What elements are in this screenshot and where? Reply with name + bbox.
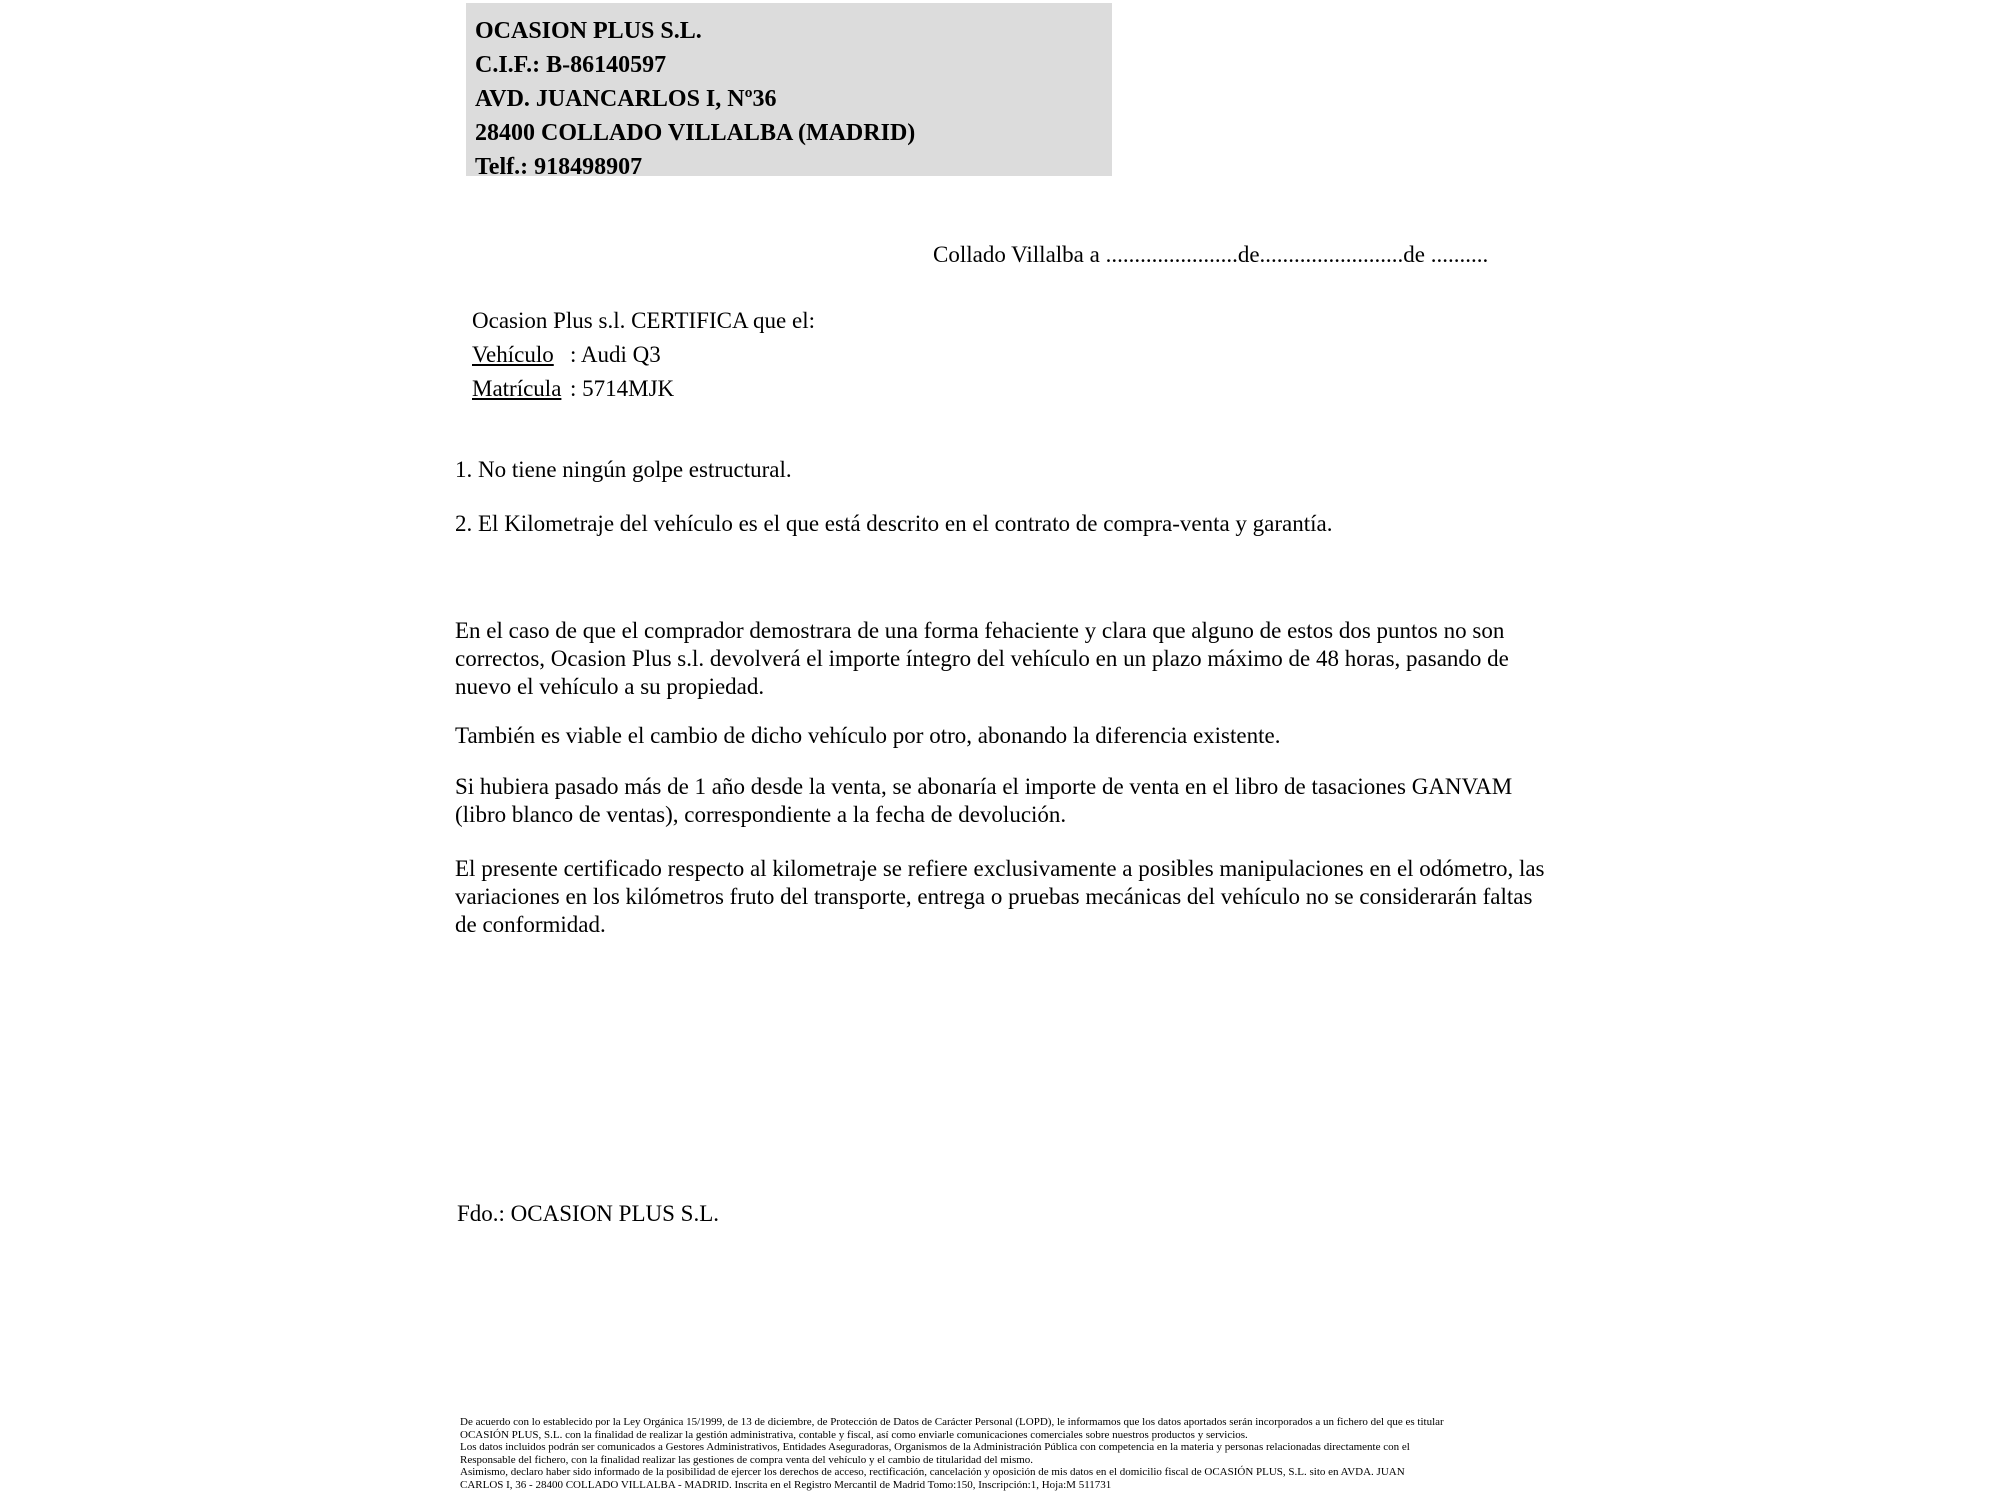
company-cif: C.I.F.: B-86140597 xyxy=(475,52,667,78)
vehicle-value: : Audi Q3 xyxy=(570,342,661,367)
vehicle-label-cell xyxy=(472,338,570,372)
company-city: 28400 COLLADO VILLALBA (MADRID) xyxy=(475,120,916,146)
date-line: Collado Villalba a .......................de.........................de .......... xyxy=(933,242,1489,267)
legal-line-1: De acuerdo con lo establecido por la Ley Orgánica 15/1999, de 13 de diciembre, de Protección de Datos de Carácter Personal (LOPD), le informamos que los datos aportados serán incorporados a un fichero del que es titular xyxy=(460,1416,1444,1428)
certify-intro: Ocasion Plus s.l. CERTIFICA que el: xyxy=(472,308,815,333)
signature-line: Fdo.: OCASION PLUS S.L. xyxy=(457,1201,719,1226)
certify-block xyxy=(472,304,815,406)
certified-point-1: 1. No tiene ningún golpe estructural. xyxy=(455,457,792,482)
paragraph-odometer-disclaimer: El presente certificado respecto al kilometraje se refiere exclusivamente a posibles manipulaciones en el odómetro, las variaciones en los kilómetros fruto del transporte, entrega o pruebas mecánicas del vehículo no se considerarán faltas de conformidad. xyxy=(455,856,1545,937)
legal-footer xyxy=(460,1416,1970,1491)
plate-row xyxy=(472,372,815,406)
plate-label: Matrícula xyxy=(472,376,562,401)
plate-label-cell xyxy=(472,372,570,406)
legal-line-5: Asimismo, declaro haber sido informado de la posibilidad de ejercer los derechos de acceso, rectificación, cancelación y oposición de mis datos en el domicilio fiscal de OCASIÓN PLUS, S.L. sito en AVDA. JUAN xyxy=(460,1466,1405,1478)
legal-line-2: OCASIÓN PLUS, S.L. con la finalidad de realizar la gestión administrativa, contable y fiscal, así como enviarle comunicaciones comerciales sobre nuestros productos y servicios. xyxy=(460,1428,1248,1441)
company-header-block xyxy=(466,3,1112,180)
legal-line-6: CARLOS I, 36 - 28400 COLLADO VILLALBA - MADRID. Inscrita en el Registro Mercantil de Madrid Tomo:150, Inscripción:1, Hoja:M 511731 xyxy=(460,1478,1112,1491)
plate-value: : 5714MJK xyxy=(570,376,675,401)
paragraph-refund-policy: En el caso de que el comprador demostrara de una forma fehaciente y clara que alguno de estos dos puntos no son correctos, Ocasion Plus s.l. devolverá el importe íntegro del vehículo en un plazo máximo de 48 horas, pasando de nuevo el vehículo a su propiedad. xyxy=(455,618,1509,699)
vehicle-row xyxy=(472,338,815,372)
certified-point-2: 2. El Kilometraje del vehículo es el que está descrito en el contrato de compra-venta y garantía. xyxy=(455,511,1333,536)
company-address: AVD. JUANCARLOS I, Nº36 xyxy=(475,86,777,112)
vehicle-label: Vehículo xyxy=(472,342,554,367)
company-phone: Telf.: 918498907 xyxy=(475,154,643,180)
paragraph-ganvam-valuation: Si hubiera pasado más de 1 año desde la venta, se abonaría el importe de venta en el libro de tasaciones GANVAM (libro blanco de ventas), correspondiente a la fecha de devolución. xyxy=(455,774,1513,827)
legal-line-3: Los datos incluidos podrán ser comunicados a Gestores Administrativos, Entidades Aseguradoras, Organismos de la Administración Pública con competencia en la materia y personas relacionadas directamente con el xyxy=(460,1441,1410,1453)
legal-line-4: Responsable del fichero, con la finalidad realizar las gestiones de compra venta del vehículo y el cambio de titularidad del mismo. xyxy=(460,1453,1034,1466)
company-name: OCASION PLUS S.L. xyxy=(475,18,702,44)
paragraph-exchange-option: También es viable el cambio de dicho vehículo por otro, abonando la diferencia existente. xyxy=(455,723,1281,748)
